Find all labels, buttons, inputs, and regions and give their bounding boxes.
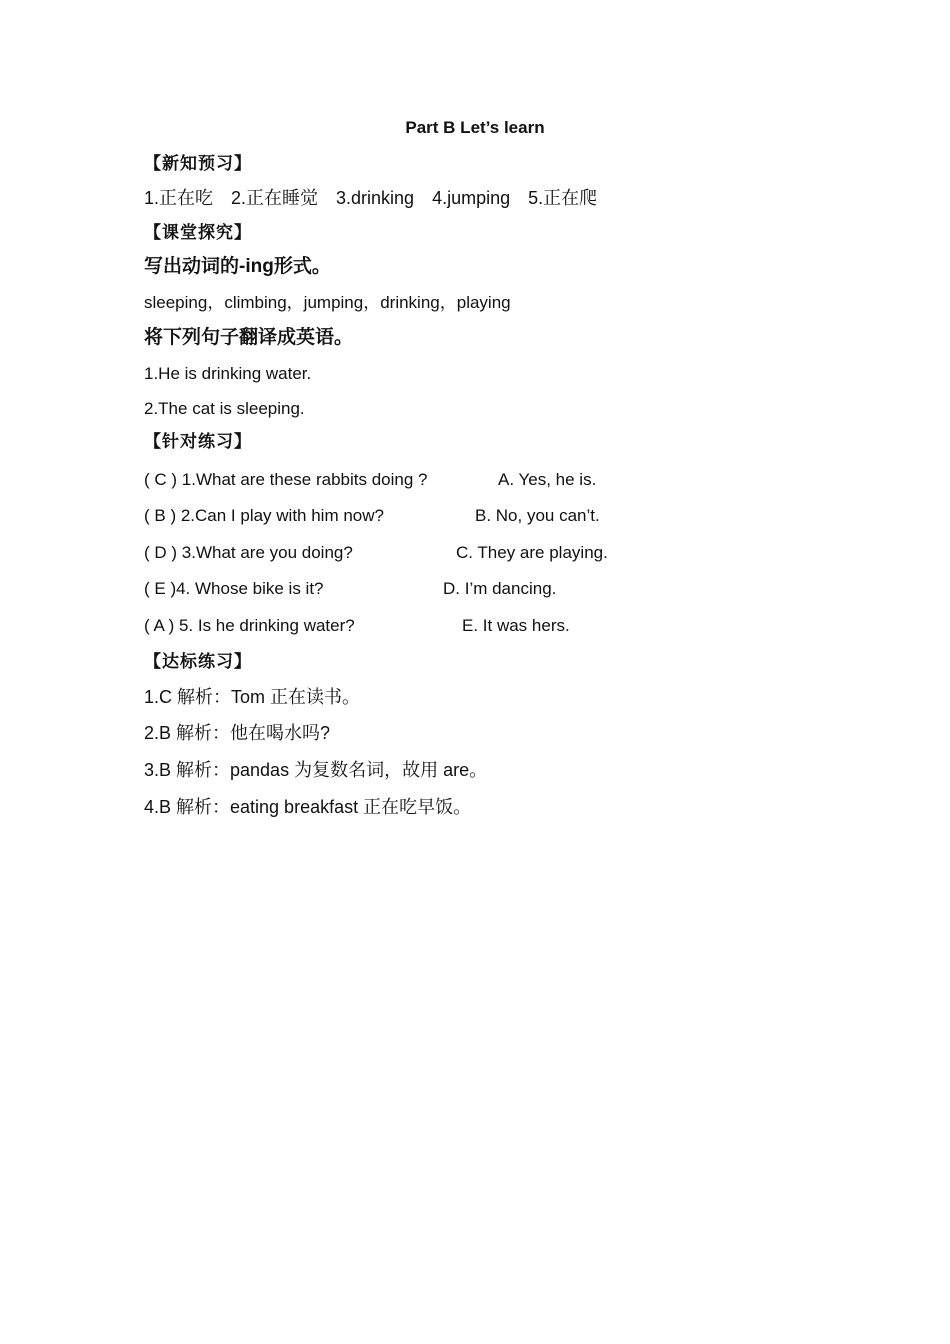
practice-option: C. They are playing.	[456, 543, 608, 562]
practice-option: E. It was hers.	[462, 616, 570, 635]
standard-answer: 3.B 解析：pandas 为复数名词，故用 are。	[144, 760, 488, 780]
practice-question: ( C ) 1.What are these rabbits doing ?	[144, 470, 428, 489]
section-heading-standard: 【达标练习】	[144, 652, 252, 672]
explore-subheading-translate: 将下列句子翻译成英语。	[144, 327, 354, 348]
practice-option: B. No, you can’t.	[475, 506, 600, 525]
preview-answers: 1.正在吃 2.正在睡觉 3.drinking 4.jumping 5.正在爬	[144, 188, 598, 208]
page-title: Part B Let’s learn	[405, 118, 545, 137]
standard-answer: 1.C 解析：Tom 正在读书。	[144, 687, 361, 707]
standard-answer: 2.B 解析：他在喝水吗?	[144, 723, 331, 743]
practice-question: ( E )4. Whose bike is it?	[144, 579, 324, 598]
practice-question: ( A ) 5. Is he drinking water?	[144, 616, 355, 635]
practice-question: ( D ) 3.What are you doing?	[144, 543, 353, 562]
section-heading-explore: 【课堂探究】	[144, 223, 252, 243]
section-heading-preview: 【新知预习】	[144, 154, 252, 174]
practice-question: ( B ) 2.Can I play with him now?	[144, 506, 384, 525]
section-heading-practice: 【针对练习】	[144, 432, 252, 452]
explore-ing-answer: sleeping，climbing，jumping，drinking，playing	[144, 293, 511, 312]
practice-option: A. Yes, he is.	[498, 470, 597, 489]
explore-subheading-ing-form: 写出动词的-ing形式。	[144, 256, 331, 277]
practice-option: D. I’m dancing.	[443, 579, 557, 598]
standard-answer: 4.B 解析：eating breakfast 正在吃早饭。	[144, 797, 472, 817]
translation-sentence: 2.The cat is sleeping.	[144, 399, 305, 418]
translation-sentence: 1.He is drinking water.	[144, 364, 312, 383]
